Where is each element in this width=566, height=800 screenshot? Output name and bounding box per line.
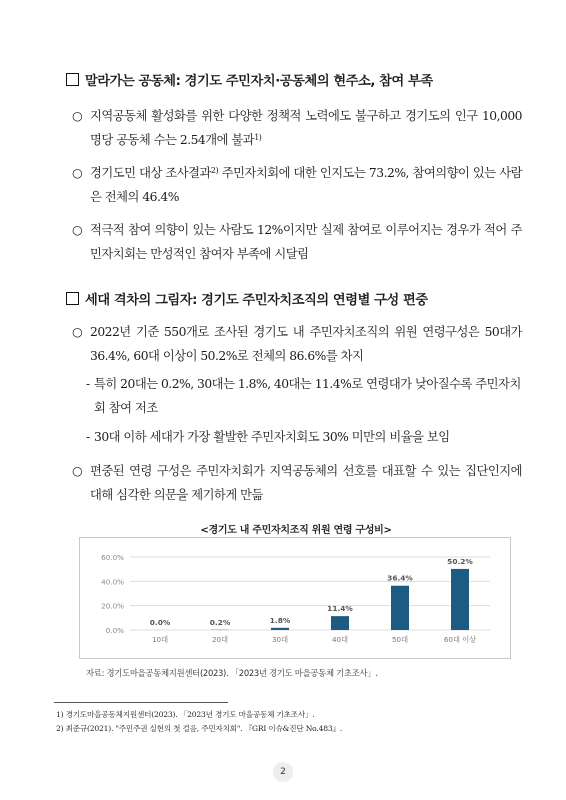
footnote-divider xyxy=(54,702,228,703)
bar xyxy=(391,586,409,630)
bullet-text: 편중된 연령 구성은 주민자치회가 지역공동체의 선호를 대표할 수 있는 집단인지에 대해 심각한 의문을 제기하게 만듦 xyxy=(90,464,522,502)
heading-text: 세대 격차의 그림자: 경기도 주민자치조직의 연령별 구성 편중 xyxy=(85,293,428,308)
x-tick-label: 30대 xyxy=(271,635,289,644)
y-tick-label: 0.0% xyxy=(105,626,124,635)
sub-bullet-text: 30대 이하 세대가 가장 활발한 주민자치회도 30% 미만의 비율을 보임 xyxy=(94,430,450,444)
x-tick-label: 40대 xyxy=(331,635,349,644)
circle-bullet-icon: ○ xyxy=(72,109,83,123)
checkbox-square-icon xyxy=(66,73,79,86)
data-label: 36.4% xyxy=(387,573,413,583)
bullet-item xyxy=(72,105,522,152)
chart-source: 자료: 경기도마을공동체지원센터(2023). 「2023년 경기도 마을공동체 기초조사」. xyxy=(86,668,378,678)
bar xyxy=(271,628,289,630)
footnote-1: 1) 경기도마을공동체지원센터(2023). 「2023년 경기도 마을공동체 기초조사」. xyxy=(56,710,315,719)
page-number: 2 xyxy=(273,762,293,782)
checkbox-square-icon xyxy=(66,292,79,305)
data-label: 50.2% xyxy=(447,556,473,566)
data-label: 11.4% xyxy=(327,604,353,614)
x-tick-label: 50대 xyxy=(391,635,409,644)
y-tick-label: 40.0% xyxy=(101,577,124,587)
bullet-item xyxy=(72,321,522,368)
bullet-text: 2022년 기준 550개로 조사된 경기도 내 주민자치조직의 위원 연령구성은 50대가 36.4%, 60대 이상이 50.2%로 전체의 86.6%를 차지 xyxy=(90,325,522,363)
bullet-text: 경기도민 대상 조사결과 xyxy=(90,166,211,180)
dash-bullet-icon: - xyxy=(86,377,90,391)
bullet-item xyxy=(72,219,522,266)
data-label: 0.0% xyxy=(149,618,171,627)
sub-bullet-item xyxy=(86,426,522,450)
footnote-ref: 2) xyxy=(210,166,219,175)
y-tick-label: 60.0% xyxy=(101,553,124,562)
bar xyxy=(451,569,469,630)
section-heading-2 xyxy=(66,289,526,308)
bullet-text: 적극적 참여 의향이 있는 사람도 12%이지만 실제 참여로 이루어지는 경우가 적어 주민자치회는 만성적인 참여자 부족에 시달림 xyxy=(90,223,522,261)
bullet-text-cont: 주민자치회에 대한 인지도는 73.2%, 참여의향이 있는 사람은 전체의 46.4% xyxy=(90,166,523,204)
bar xyxy=(331,616,349,630)
x-tick-label: 10대 xyxy=(151,635,169,644)
data-label: 0.2% xyxy=(209,617,231,627)
y-tick-label: 20.0% xyxy=(101,601,124,611)
bullet-item xyxy=(72,162,522,209)
circle-bullet-icon: ○ xyxy=(72,166,83,180)
bar-chart xyxy=(80,538,510,658)
x-tick-label: 60대 이상 xyxy=(443,635,477,644)
chart-title: <경기도 내 주민자치조직 위원 연령 구성비> xyxy=(200,525,392,536)
dash-bullet-icon: - xyxy=(86,430,90,444)
heading-text: 말라가는 공동체: 경기도 주민자치·공동체의 현주소, 참여 부족 xyxy=(85,74,433,89)
sub-bullet-text: 특히 20대는 0.2%, 30대는 1.8%, 40대는 11.4%로 연령대가 낮아질수록 주민자치회 참여 저조 xyxy=(94,377,521,415)
bullet-text: 지역공동체 활성화를 위한 다양한 정책적 노력에도 불구하고 경기도의 인구 10,000명당 공동체 수는 2.54개에 불과 xyxy=(90,109,522,147)
footnote-2: 2) 최준규(2021). "주민주권 실현의 첫 걸음, 주민자치회". 『GRI 이슈&진단 No.483』. xyxy=(56,724,343,733)
circle-bullet-icon: ○ xyxy=(72,223,83,237)
data-label: 1.8% xyxy=(269,615,291,625)
footnote-ref: 1) xyxy=(254,132,262,142)
section-heading-1 xyxy=(66,70,526,89)
circle-bullet-icon: ○ xyxy=(72,325,83,339)
chart-frame xyxy=(79,537,511,659)
sub-bullet-item xyxy=(86,373,522,420)
circle-bullet-icon: ○ xyxy=(72,464,83,478)
x-tick-label: 20대 xyxy=(211,635,229,644)
bullet-item xyxy=(72,460,522,507)
